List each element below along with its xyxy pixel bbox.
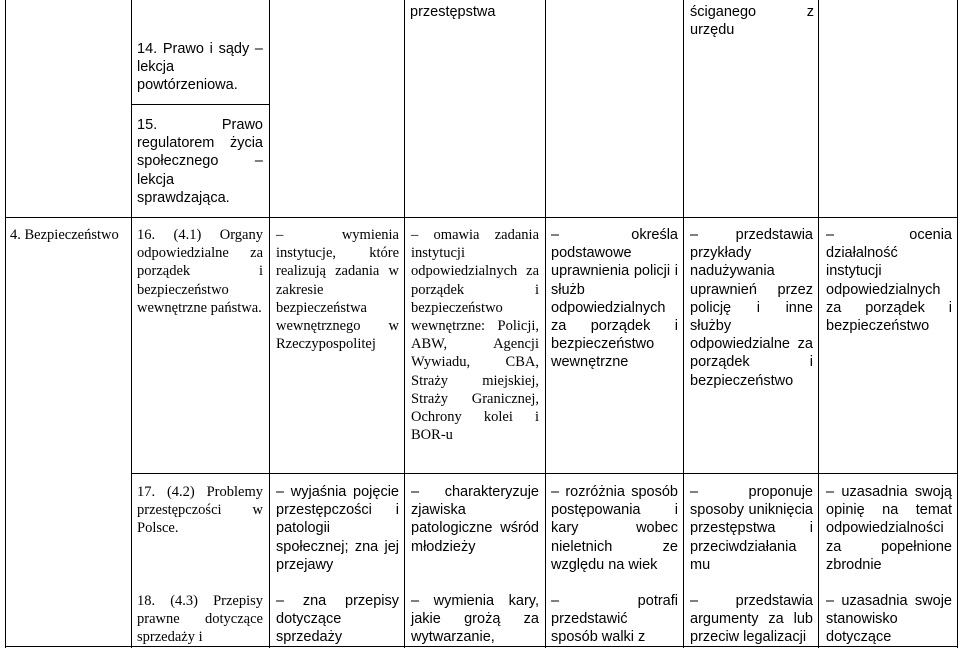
cell-18-application: – potrafi przedstawić sposób walki z — [551, 593, 678, 646]
topic-18: 18. (4.3) Przepisy prawne dotyczące sprzedaży i — [137, 593, 263, 646]
cell-17-analysis: – proponuje sposoby uniknięcia przestępstwa i przeciwdziałania mu — [690, 484, 813, 573]
row-divider-2 — [5, 217, 958, 218]
table-divider-col6 — [818, 0, 819, 648]
cell-16-application: – określa podstawowe uprawnienia policji i służb odpowiedzialnych za porządek i bezpieczeństwo wewnętrzne — [551, 227, 678, 371]
cell-17-understanding: – charakteryzuje zjawiska patologiczne wśród młodzieży — [411, 484, 539, 555]
cell-16-understanding: – omawia zadania instytucji odpowiedzialnych za porządek i bezpieczeństwo wewnętrzne: Policji, ABW, Agencji Wywiadu, CBA, Straży miejskiej, Straży Granicznej, Ochrony kolei i BOR-u — [411, 227, 539, 444]
table-divider-col3 — [404, 0, 405, 648]
cell-18-understanding: – wymienia kary, jakie grożą za wytwarzanie, — [411, 593, 539, 646]
cell-top-urzedu: ściganego z urzędu — [690, 4, 814, 39]
cell-16-analysis: – przedstawia przykłady nadużywania uprawnień przez policję i inne służby odpowiedzialne za porządek i bezpieczeństwo — [690, 227, 813, 389]
cell-17-application: – rozróżnia sposób postępowania i kary wobec nieletnich ze względu na wiek — [551, 484, 678, 573]
row-divider-3 — [131, 473, 958, 474]
cell-18-analysis: – przedstawia argumenty za lub przeciw legalizacji — [690, 593, 813, 646]
row-divider-1 — [131, 104, 269, 105]
cell-16-knowledge: – wymienia instytucje, które realizują zadania w zakresie bezpieczeństwa wewnętrznego w Rzeczypospolitej — [276, 227, 399, 353]
topic-17: 17. (4.2) Problemy przestępczości w Polsce. — [137, 484, 263, 537]
topic-16: 16. (4.1) Organy odpowiedzialne za porządek i bezpieczeństwo wewnętrzne państwa. — [137, 227, 263, 316]
table-border-left — [5, 0, 6, 648]
cell-17-evaluation: – uzasadnia swoją opinię na temat odpowiedzialności za popełnione zbrodnie — [826, 484, 952, 573]
table-divider-col4 — [545, 0, 546, 648]
table-divider-col1 — [131, 0, 132, 648]
cell-top-przestepstwa: przestępstwa — [410, 4, 496, 20]
table-border-right — [957, 0, 958, 648]
section-label: 4. Bezpieczeństwo — [10, 227, 119, 243]
cell-18-knowledge: – zna przepisy dotyczące sprzedaży — [276, 593, 399, 646]
table-divider-col5 — [683, 0, 684, 648]
table-divider-col2 — [269, 0, 270, 648]
cell-16-evaluation: – ocenia działalność instytucji odpowiedzialnych za porządek i bezpieczeństwo — [826, 227, 952, 335]
lesson-15: 15. Prawo regulatorem życia społecznego – lekcja sprawdzająca. — [137, 117, 263, 206]
cell-17-knowledge: – wyjaśnia pojęcie przestępczości i patologii społecznej; zna jej przejawy — [276, 484, 399, 573]
lesson-14: 14. Prawo i sądy – lekcja powtórzeniowa. — [137, 41, 263, 94]
cell-18-evaluation: – uzasadnia swoje stanowisko dotyczące — [826, 593, 952, 646]
